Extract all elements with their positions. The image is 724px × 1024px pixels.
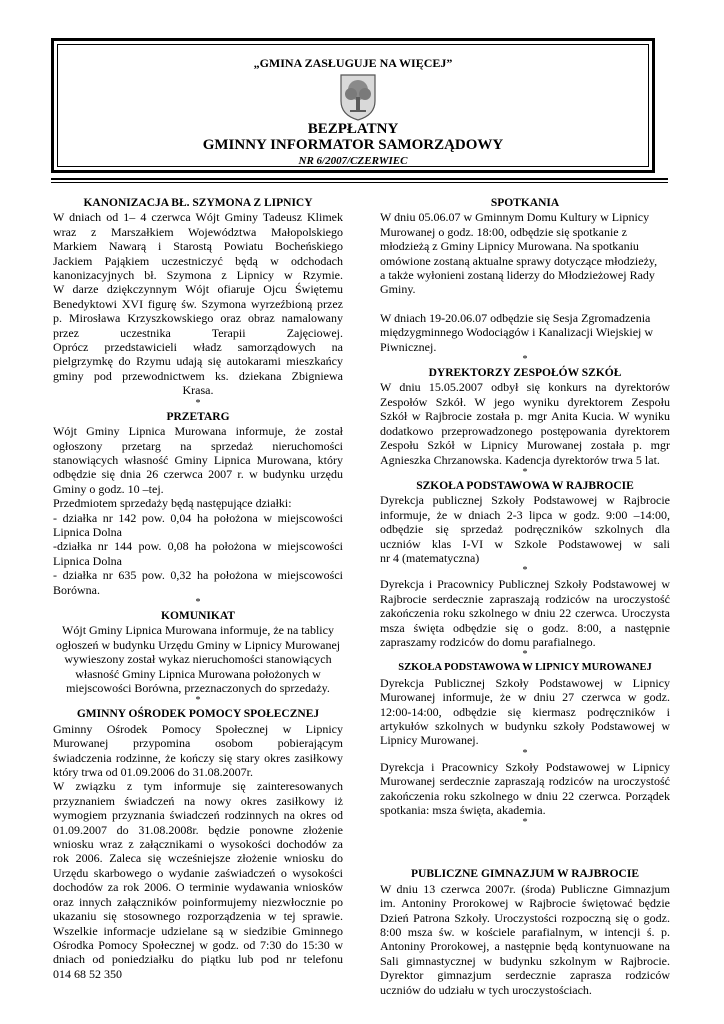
text-line: W dniu 13 czerwca 2007r. (środa) Publiczne Gimnazjum xyxy=(380,881,670,896)
text-line: Dyrekcja Publicznej Szkoły Podstawowej w Lipnicy xyxy=(380,675,670,690)
text-line: zapraszamy rodziców do domu parafialnego. xyxy=(380,634,596,649)
text-line: Przedmiotem sprzedaży będą następujące działki: xyxy=(53,496,292,511)
parcel-item: - działka nr 142 pow. 0,04 ha położona w miejscowości xyxy=(53,510,343,525)
text-line: świadczenia rodzinne, że kończy się stary okres zasiłkowy xyxy=(53,750,343,765)
parcel-item: -działka nr 144 pow. 0,08 ha położona w miejscowości xyxy=(53,539,343,554)
text-line: Murowanej informuje, że w dniu 27 czerwca w godz. xyxy=(380,690,670,705)
section-separator: * xyxy=(195,695,201,707)
text-line: zakończenia roku szkolnego w dniu 22 czerwca. Uroczysta xyxy=(380,606,670,621)
article-dyrektorzy xyxy=(380,366,670,467)
text-line: odbędzie się dnia 26 czerwca 2007 r. w budynku urzędu xyxy=(53,467,343,482)
text-line: Oprócz przedstawicieli władz samorządowych na xyxy=(53,340,343,355)
text-line: Antoniny Prorokowej, a następnie będą kontynuowane na xyxy=(380,939,670,954)
text-line: omówione zostaną aktualne sprawy dotyczące młodzieży, xyxy=(380,253,658,268)
text-line: dniach od poniedziałku do piątku lub pod nr telefonu xyxy=(53,952,343,967)
text-line: a także wyłonieni zostaną liderzy do Młodzieżowej Rady xyxy=(380,268,655,283)
section-separator: * xyxy=(522,466,528,478)
article-heading: SPOTKANIA xyxy=(490,197,560,209)
text-line: Gminny Ośrodek Pomocy Społecznej w Lipnicy xyxy=(53,721,343,736)
text-line: Benedyktowi XVI figurę św. Szymona wyrzeźbioną przez xyxy=(53,296,343,311)
motto: „GMINA ZASŁUGUJE NA WIĘCEJ” xyxy=(253,56,453,70)
text-line: W dniach od 1– 4 czerwca Wójt Gminy Tadeusz Klimek xyxy=(53,210,343,225)
text-line: rok 2006. Zaleca się wcześniejsze złożenie wniosku do xyxy=(53,851,343,866)
text-line: zakończenia roku szkolnego w dniu 22 czerwca. Porządek xyxy=(380,788,670,803)
text-line: wniosku wraz z załącznikami o wysokości dochodów za xyxy=(53,837,343,852)
text-line: Urzędu skarbowego o wydanie zaświadczeń o wysokości xyxy=(53,865,343,880)
article-heading: DYREKTORZY ZESPOŁÓW SZKÓŁ xyxy=(428,367,622,380)
divider-thin xyxy=(51,182,668,183)
text-line: Rajbrocie serdecznie zapraszają rodziców na uroczystość xyxy=(380,591,670,606)
article-heading: KANONIZACJA BŁ. SZYMONA Z LIPNICY xyxy=(83,197,313,209)
section-separator: * xyxy=(522,817,528,829)
text-line: 8:00 msza św. w kościele parafialnym, w intencji ś. p. xyxy=(380,925,670,940)
article-heading: SZKOŁA PODSTAWOWA W LIPNICY MUROWANEJ xyxy=(398,662,652,674)
masthead-title-free: BEZPŁATNY xyxy=(307,121,399,137)
right-column xyxy=(380,196,670,997)
text-line: Dyrekcja i Pracownicy Publicznej Szkoły Podstawowej w xyxy=(380,577,670,592)
phone-number: 014 68 52 350 xyxy=(53,966,122,981)
article-przetarg xyxy=(53,410,343,597)
text-line: uczniów do udziału w tych uroczystościach. xyxy=(380,982,592,997)
section-separator: * xyxy=(195,596,201,608)
article-spotkania xyxy=(380,196,670,354)
text-line: W dniach 19-20.06.07 odbędzie się Sesja Zgromadzenia xyxy=(380,310,651,325)
article-heading: PUBLICZNE GIMNAZJUM W RAJBROCIE xyxy=(410,868,639,881)
text-line: Gminy o godz. 10 –tej. xyxy=(53,481,164,496)
text-line: ogłoszeń w budynku Urzędu Gminy w Lipnicy Murowanej xyxy=(55,637,341,652)
text-line: uczniów klas I-VI w Szkole Podstawowej w sali xyxy=(380,536,670,551)
section-separator: * xyxy=(522,649,528,661)
article-komunikat xyxy=(53,609,343,695)
text-line: Zespołu Szkół w Lipnicy Murowanej została p. mgr xyxy=(380,438,670,453)
text-line: W dniu 15.05.2007 odbył się konkurs na dyrektorów xyxy=(380,380,670,395)
text-line: własność Gminy Lipnica Murowana położonych w xyxy=(75,666,321,681)
section-separator: * xyxy=(522,747,528,759)
text-line: stanowiących własność Gminy Lipnica Murowana, który xyxy=(53,452,343,467)
text-line: Ośrodka Pomocy Społecznej w godz. od 7:30 do 15:30 w xyxy=(53,937,343,952)
section-separator: * xyxy=(522,565,528,577)
text-line: Gminy. xyxy=(380,282,416,297)
text-line: W związku z tym informuje się zainteresowanych xyxy=(53,779,343,794)
text-line: Jackiem Pająkiem uczestniczyć będą w odchodach xyxy=(53,253,343,268)
masthead-title-informator: GMINNY INFORMATOR SAMORZĄDOWY xyxy=(202,137,504,153)
article-gops xyxy=(53,707,343,981)
text-line: informuje, że w dniach 2-3 lipca w godz. 9:00 –14:00, xyxy=(380,507,670,522)
text-line: oraz innych załączników poinformujemy niezwłocznie po xyxy=(53,894,343,909)
text-line: artykułów szkolnych w budynku szkoły Podstawowej w xyxy=(380,719,670,733)
article-heading: PRZETARG xyxy=(166,410,230,423)
text-line: W dniu 05.06.07 w Gminnym Domu Kultury w Lipnicy xyxy=(380,210,650,225)
text-line: Murowanej przypomina osobom pobierającym xyxy=(53,736,343,751)
parcel-location: Borówna. xyxy=(53,582,100,597)
text-line: pielgrzymkę do Rzymu udają się autokarami mieszkańcy xyxy=(53,354,343,369)
parcel-location: Lipnica Dolna xyxy=(53,524,122,539)
section-separator: * xyxy=(522,354,528,366)
text-line: Piwnicznej. xyxy=(380,339,437,354)
text-line: kanonizacyjnych bł. Szymona z Lipnicy w Rzymie. xyxy=(53,268,343,283)
text-line: Dyrektor gimnazjum serdecznie zaprasza rodziców xyxy=(380,968,670,983)
text-line: ukazaniu się stosownego rozporządzenia w tej sprawie. xyxy=(53,909,343,924)
text-line: Krasa. xyxy=(182,383,214,398)
text-line: Dyrekcja publicznej Szkoły Podstawowej w Rajbrocie xyxy=(380,493,670,508)
masthead-inner-frame xyxy=(57,44,649,167)
text-line: wywieszony został wykaz nieruchomości stanowiących xyxy=(64,652,332,667)
text-line: Szkół w Rajbrocie została p. mgr Anita Kucia. W wyniku xyxy=(380,409,670,424)
text-line: przez uczestnika Terapii Zajęciowej. xyxy=(53,325,343,340)
text-line: miejscowości Borówna, przeznaczonych do sprzedaży. xyxy=(66,681,330,695)
article-kanonizacja xyxy=(53,196,343,398)
text-line: Lipnicy Murowanej. xyxy=(380,733,479,748)
text-line: dochodów za rok 2006. O terminie wydawania wniosków xyxy=(53,880,343,895)
text-line: międzygminnego Wodociągów i Kanalizacji Wiejskiej w xyxy=(380,325,654,340)
text-line: który trwa od 01.09.2006 do 31.08.2007r. xyxy=(53,765,253,780)
text-line: W darze dziękczynnym Wójt ofiaruje Ojcu Świętemu xyxy=(53,282,343,297)
left-column xyxy=(53,196,343,981)
section-separator: * xyxy=(195,397,201,409)
text-line: Dzień Patrona Szkoły. Uroczystości rozpoczną się o godz. xyxy=(380,910,670,925)
text-line: Sali gimnastycznej w budynku szkolnym w Rajbrocie. xyxy=(380,953,670,968)
text-line: 12:00-14:00, odbędzie się kiermasz podręczników i xyxy=(380,704,670,719)
text-line: Wójt Gminy Lipnica Murowana informuje, że został xyxy=(53,424,343,439)
text-line: dodatkowo przeprowadzonego postępowania dyrektorem xyxy=(380,423,670,438)
masthead xyxy=(51,38,655,173)
text-line: Dyrekcja i Pracownicy Szkoły Podstawowej w Lipnicy xyxy=(380,759,670,774)
text-line: im. Antoniny Prorokowej w Rajbrocie świętować będzie xyxy=(380,896,670,911)
text-line: wraz z Marszałkiem Województwa Małopolskiego xyxy=(53,224,343,239)
text-line: Agnieszka Chrzanowska. Kadencja dyrektorów trwa 5 lat. xyxy=(380,452,660,467)
text-line: Murowanej serdecznie zapraszają rodziców na uroczystość xyxy=(380,774,670,789)
article-sp-rajbrot xyxy=(380,479,670,649)
article-heading: SZKOŁA PODSTAWOWA W RAJBROCIE xyxy=(416,479,634,492)
text-line: Zespołów Szkół. W jego wyniku dyrektorem Zespołu xyxy=(380,394,670,409)
parcel-item: - działka nr 635 pow. 0,32 ha położona w miejscowości xyxy=(53,568,343,583)
text-line: przyznaniem świadczeń na nowy okres zasiłkowy iż xyxy=(53,793,343,808)
text-line: odbędzie się sprzedaż podręczników szkolnych dla xyxy=(380,522,670,537)
text-line: spotkania: msza święta, akademia. xyxy=(380,803,546,818)
text-line: ogłoszony przetarg na sprzedaż nieruchomości xyxy=(53,438,343,453)
text-line: Markiem Nawarą i Starostą Powiatu Bocheńskiego xyxy=(53,239,343,254)
text-line: 01.09.2007 do 31.08.2008r. będzie ponowne złożenie xyxy=(53,822,343,837)
article-heading: GMINNY OŚRODEK POMOCY SPOŁECZNEJ xyxy=(76,708,320,721)
issue-number: NR 6/2007/CZERWIEC xyxy=(298,155,408,167)
article-gimnazjum xyxy=(380,867,670,997)
article-heading: KOMUNIKAT xyxy=(161,609,235,622)
tree-crest-icon xyxy=(338,73,378,121)
text-line: gminy pod przewodnictwem ks. dziekana Zbigniewa xyxy=(53,368,343,383)
parcel-location: Lipnica Dolna xyxy=(53,553,122,568)
text-line: Wójt Gminy Lipnica Murowana informuje, że na tablicy xyxy=(62,623,334,638)
text-line: nr 4 (matematyczna) xyxy=(380,550,480,565)
text-line: młodzieżą z Gminy Lipnicy Murowana. Na spotkaniu xyxy=(380,239,639,254)
text-line: wymogiem przyznania świadczeń rodzinnych na okres od xyxy=(53,808,343,823)
text-line: Wszelkie informacje udzielane są w siedzibie Gminnego xyxy=(53,923,343,938)
text-line: Murowanej o godz. 18:00, odbędzie się spotkanie z xyxy=(380,224,627,239)
article-sp-lipnica xyxy=(380,661,670,829)
divider-thick xyxy=(51,178,668,180)
text-line: p. Mirosława Krzyszkowskiego oraz obraz namalowany xyxy=(53,311,343,326)
text-line: msza święta odbędzie się o godz. 8:00, a następnie xyxy=(380,620,670,635)
